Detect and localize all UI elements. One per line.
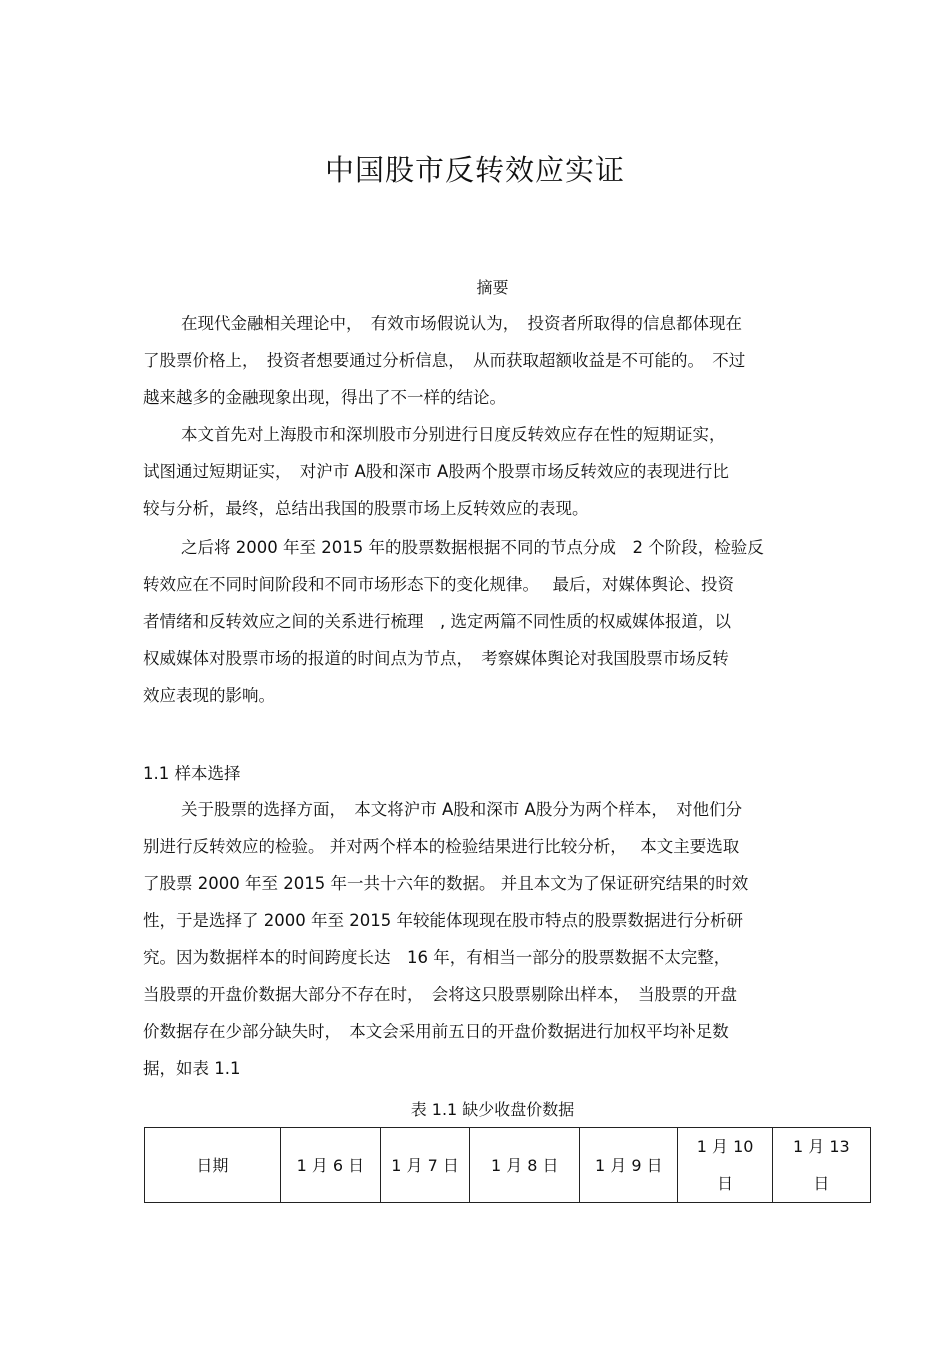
table-cell-line: 日 <box>813 1174 830 1193</box>
table-cell <box>772 1128 870 1203</box>
paragraph-line: 本文首先对上海股市和深圳股市分别进行日度反转效应存在性的短期证实， <box>181 425 726 444</box>
data-table <box>144 1127 871 1203</box>
abstract-paragraph-1 <box>143 311 813 422</box>
paragraph-line: 在现代金融相关理论中， 有效市场假说认为， 投资者所取得的信息都体现在 <box>181 314 742 333</box>
paragraph-line: 之后将 2000 年至 2015 年的股票数据根据不同的节点分成 2 个阶段，检验反 <box>181 538 764 557</box>
table-cell: 1 月 7 日 <box>380 1128 469 1203</box>
table-cell-line: 日 <box>717 1174 734 1193</box>
table-row-header: 日期 <box>145 1128 281 1203</box>
table-cell: 1 月 6 日 <box>280 1128 380 1203</box>
paragraph-line: 转效应在不同时间阶段和不同市场形态下的变化规律。 最后，对媒体舆论、投资 <box>143 575 734 594</box>
table-cell-line: 1 月 13 <box>793 1137 850 1156</box>
abstract-paragraph-3 <box>143 535 813 720</box>
paragraph-line: 据，如表 1.1 <box>143 1059 241 1078</box>
paragraph-line: 究。因为数据样本的时间跨度长达 16 年，有相当一部分的股票数据不太完整， <box>143 948 731 967</box>
abstract-heading: 摘要 <box>476 278 509 297</box>
paragraph-line: 越来越多的金融现象出现，得出了不一样的结论。 <box>143 388 506 407</box>
section-paragraph <box>143 797 813 1093</box>
table-cell: 1 月 9 日 <box>580 1128 678 1203</box>
paragraph-line: 了股票 2000 年至 2015 年一共十六年的数据。 并且本文为了保证研究结果的时效 <box>143 874 749 893</box>
abstract-paragraph-2 <box>143 422 813 533</box>
table-cell-line: 1 月 10 <box>696 1137 754 1156</box>
paragraph-line: 较与分析，最终，总结出我国的股票市场上反转效应的表现。 <box>143 499 589 518</box>
table-cell: 1 月 8 日 <box>470 1128 580 1203</box>
paragraph-line: 性，于是选择了 2000 年至 2015 年较能体现现在股市特点的股票数据进行分析研 <box>143 911 743 930</box>
section-heading: 1.1 样本选择 <box>143 764 241 783</box>
table-row <box>145 1128 871 1203</box>
paragraph-line: 别进行反转效应的检验。 并对两个样本的检验结果进行比较分析， 本文主要选取 <box>143 837 740 856</box>
paragraph-line: 者情绪和反转效应之间的关系进行梳理 , 选定两篇不同性质的权威媒体报道，以 <box>143 612 731 631</box>
document-title: 中国股市反转效应实证 <box>324 153 625 187</box>
paragraph-line: 试图通过短期证实， 对沪市 A股和深市 A股两个股票市场反转效应的表现进行比 <box>143 462 729 481</box>
paragraph-line: 当股票的开盘价数据大部分不存在时， 会将这只股票剔除出样本， 当股票的开盘 <box>143 985 737 1004</box>
paragraph-line: 关于股票的选择方面， 本文将沪市 A股和深市 A股分为两个样本， 对他们分 <box>181 800 743 819</box>
table-caption: 表 1.1 缺少收盘价数据 <box>410 1100 575 1119</box>
table-cell <box>678 1128 772 1203</box>
paragraph-line: 价数据存在少部分缺失时， 本文会采用前五日的开盘价数据进行加权平均补足数 <box>143 1022 729 1041</box>
paragraph-line: 效应表现的影响。 <box>143 686 275 705</box>
paragraph-line: 权威媒体对股票市场的报道的时间点为节点， 考察媒体舆论对我国股票市场反转 <box>143 649 729 668</box>
paragraph-line: 了股票价格上， 投资者想要通过分析信息， 从而获取超额收益是不可能的。 不过 <box>143 351 746 370</box>
